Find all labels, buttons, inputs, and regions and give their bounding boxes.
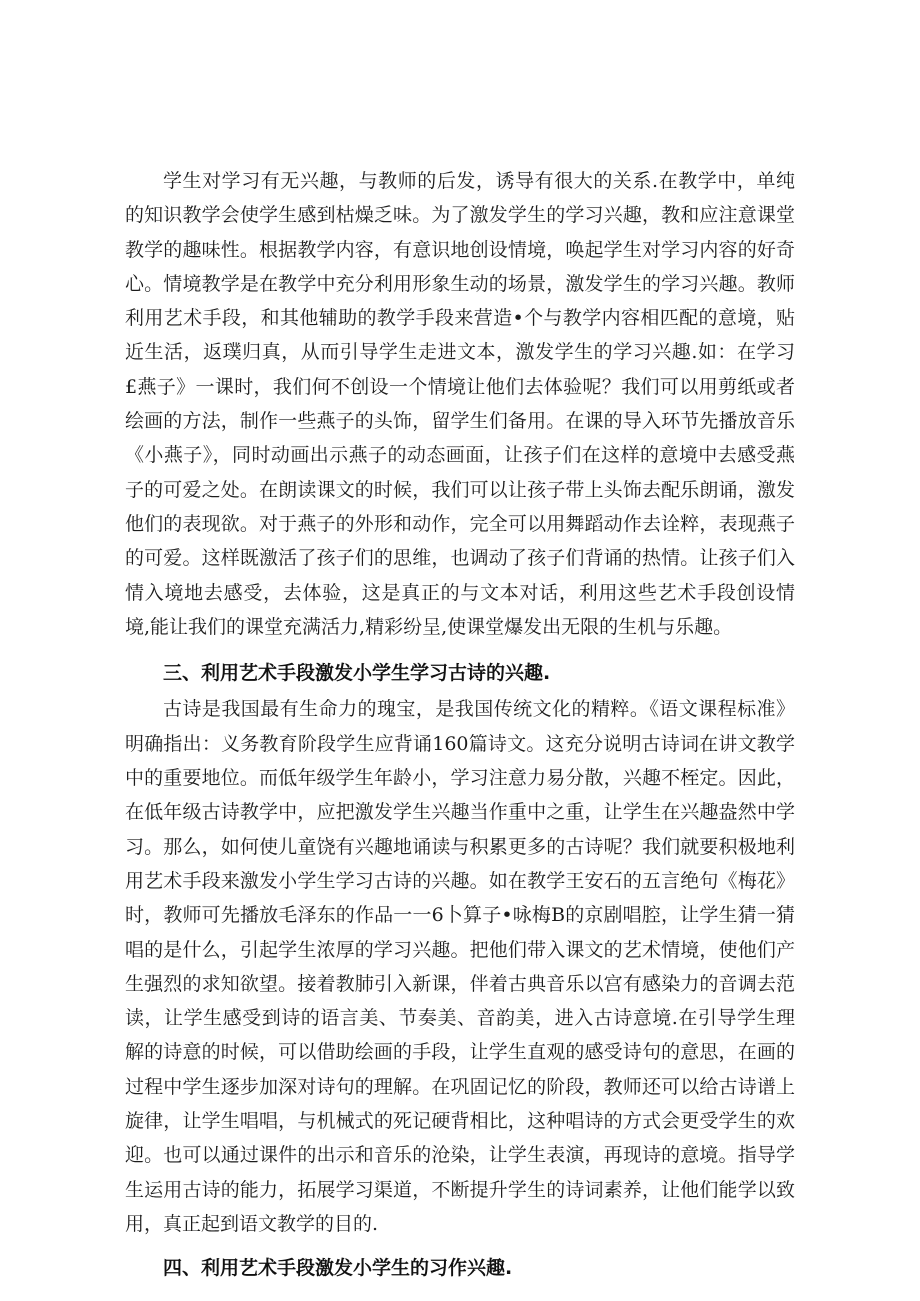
document-body bbox=[125, 164, 795, 1286]
section-heading: 四、利用艺术手段激发小学生的习作兴趣. bbox=[163, 1257, 513, 1280]
body-paragraph: 学生对学习有无兴趣，与教师的后发，诱导有很大的关系.在教学中，单纯的知识教学会使学生感到枯燥乏味。为了激发学生的学习兴趣，教和应注意课堂教学的趣味性。根据教学内容，有意识地创设情境，唤起学生对学习内容的好奇心。情境教学是在教学中充分利用形象生动的场景，激发学生的学习兴趣。教师利用艺术手段，和其他辅助的教学手段来营造•个与教学内容相匹配的意境，贴近生活，返璞归真，从而引导学生走进文本，激发学生的学习兴趣.如：在学习£燕子》一课时，我们何不创设一个情境让他们去体验呢？我们可以用剪纸或者绘画的方法，制作一些燕子的头饰，留学生们备用。在课的导入环节先播放音乐《小燕子》，同时动画出示燕子的动态画面，让孩子们在这样的意境中去感受燕子的可爱之处。在朗读课文的时候，我们可以让孩子带上头饰去配乐朗诵，激发他们的表现欲。对于燕子的外形和动作，完全可以用舞蹈动作去诠粹，表现燕子的可爱。这样既激活了孩子们的思维，也调动了孩子们背诵的热情。让孩子们入情入境地去感受，去体验，这是真正的与文本对话，利用这些艺术手段创设情境,能让我们的课堂充满活力,精彩纷呈,使课堂爆发出无限的生机与乐趣。 bbox=[125, 170, 795, 638]
section-heading: 三、利用艺术手段激发小学生学习古诗的兴趣. bbox=[163, 662, 551, 685]
body-paragraph: 古诗是我国最有生命力的瑰宝，是我国传统文化的精粹。《语文课程标准》明确指出：义务教育阶段学生应背诵160篇诗文。这充分说明古诗词在讲文教学中的重要地位。而低年级学生年龄小，学习注意力易分散，兴趣不桎定。因此，在低年级古诗教学中，应把激发学生兴趣当作重中之重，让学生在兴趣盎然中学习。那么，如何使儿童饶有兴趣地诵读与积累更多的古诗呢？我们就要积极地利用艺术手段来激发小学生学习古诗的兴趣。如在教学王安石的五言绝句《梅花》时，教师可先播放毛泽东的作品一一6卜算子•咏梅B的京剧唱腔，让学生猜一猜唱的是什么，引起学生浓厚的学习兴趣。把他们带入课文的艺术情境，使他们产生强烈的求知欲望。接着教肺引入新课，伴着古典音乐以宫有感染力的音调去范读，让学生感受到诗的语言美、节奏美、音韵美，进入古诗意境.在引导学生理解的诗意的时候，可以借助绘画的手段，让学生直观的感受诗句的意思，在画的过程中学生逐步加深对诗句的理解。在巩固记忆的阶段，教师还可以给古诗谱上旋律，让学生唱唱，与机械式的死记硬背相比，这种唱诗的方式会更受学生的欢迎。也可以通过课件的出示和音乐的沧染，让学生表演，再现诗的意境。指导学生运用古诗的能力，拓展学习渠道，不断提升学生的诗词素养，让他们能学以致用，真正起到语文教学的目的. bbox=[125, 698, 795, 1235]
